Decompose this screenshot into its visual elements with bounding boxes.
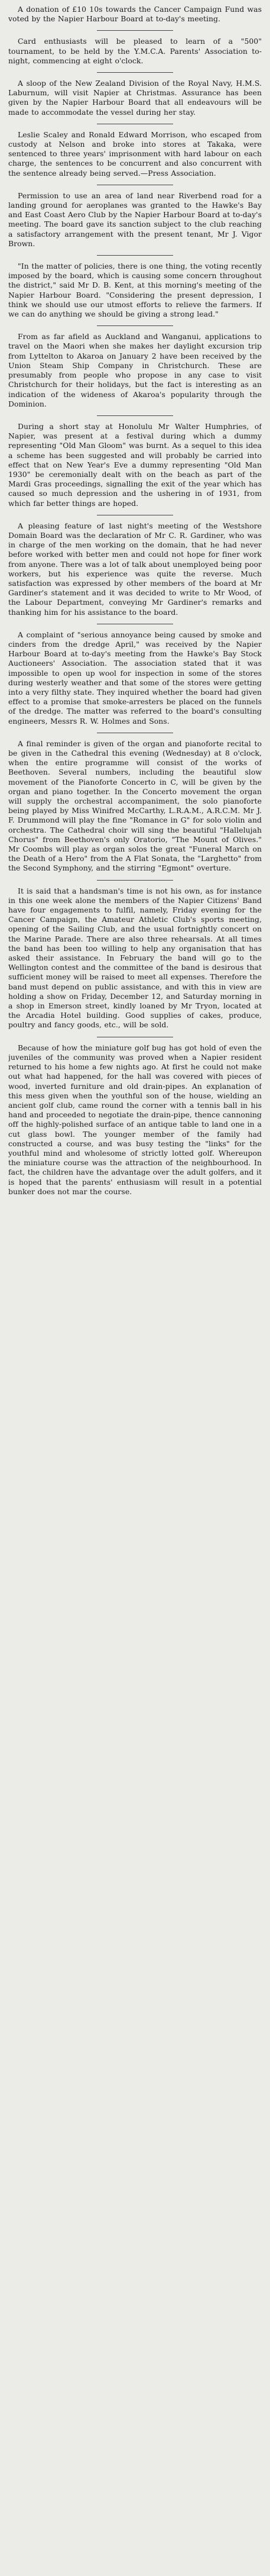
column-divider xyxy=(97,880,173,881)
news-item: Leslie Scaley and Ronald Edward Morrison, who escaped from custody at Nelson and broke into stores at Takaka, were sentenced to three years' imprisonment with hard labour on each charge, the sentences to be concurrent and also concurrent with the sentence already being served.—Press Association. xyxy=(8,130,262,178)
news-column xyxy=(8,5,262,2576)
news-item: "In the matter of policies, there is one thing, the voting recently imposed by the board, which is causing some concern throughout the district," said Mr D. B. Kent, at this morning's meeting of the Napier Harbour Board. "Considering the present depression, I think we should use our utmost efforts to relieve the farmers. If we can do anything we should be giving a strong lead." xyxy=(8,262,262,319)
news-item: A final reminder is given of the organ and pianoforte recital to be given in the Cathedral this evening (Wednesday) at 8 o'clock, when the entire programme will consist of the works of Beethoven. Several numbers, including the beautiful slow movement of the Pianoforte Concerto in C, will be given by the organ and piano together. In the Concerto movement the organ will supply the orchestral accompaniment, the solo pianoforte being played by Miss Winifred McCarthy, L.R.A.M., A.R.C.M. Mr J. F. Drummond will play the fine "Romance in G" for solo violin and orchestra. The Cathedral choir will sing the beautiful "Hallelujah Chorus" from Beethoven's only Oratorio, "The Mount of Olives." Mr Coombs will play as organ solos the great "Funeral March on the Death of a Hero" from the A Flat Sonata, the "Larghetto" from the Second Symphony, and the stirring "Egmont" overture. xyxy=(8,739,262,873)
news-item: A sloop of the New Zealand Division of the Royal Navy, H.M.S. Laburnum, will visit Napier at Christmas. Assurance has been given by the Napier Harbour Board that all endeavours will be made to accommodate the vessel during her stay. xyxy=(8,79,262,117)
news-item: From as far afield as Auckland and Wanganui, applications to travel on the Maori when she makes her daylight excursion trip from Lyttelton to Akaroa on January 2 have been received by the Union Steam Ship Company in Christchurch. These are presumably from people who propose in any case to visit Christchurch for their holidays, but the fact is interesting as an indication of the wideness of Akaroa's popularity through the Dominion. xyxy=(8,332,262,408)
column-divider xyxy=(97,415,173,416)
news-item: A donation of £10 10s towards the Cancer Campaign Fund was voted by the Napier Harbour Board at to-day's meeting. xyxy=(8,5,262,24)
news-item: It is said that a handsman's time is not his own, as for instance in this one week alone the members of the Napier Citizens' Band have four engagements to fulfil, namely, Friday evening for the Cancer Campaign, the Amateur Athletic Club's sports meeting, opening of the Sailing Club, and the usual fortnightly concert on the Marine Parade. There are also three rehearsals. At all times the band has been too willing to help any organisation that has asked their assistance. In February the band will go to the Wellington contest and the committee of the band is desirous that sufficient money will be raised to meet all expenses. Therefore the band must depend on public assistance, and with this in view are holding a show on Friday, December 12, and Saturday morning in a shop in Emerson street, kindly loaned by Mr Tryon, located at the Arcadia Hotel building. Good supplies of cakes, produce, poultry and fancy goods, etc., will be sold. xyxy=(8,886,262,1030)
news-item: During a short stay at Honolulu Mr Walter Humphries, of Napier, was present at a festival during which a dummy representing "Old Man Gloom" was burnt. As a sequel to this idea a scheme has been suggested and will probably be carried into effect that on New Year's Eve a dummy representing "Old Man 1930" be ceremonially dealt with on the beach as part of the Mardi Gras proceedings, signalling the exit of the year which has caused so much depression and the ushering in of 1931, from which far better things are hoped. xyxy=(8,421,262,508)
news-item: A pleasing feature of last night's meeting of the Westshore Domain Board was the declaration of Mr C. R. Gardiner, who was in charge of the men working on the domain, that he had never before worked with better men and could not hope for finer work from anyone. There was a lot of talk about unemployed being poor workers, but his experience was quite the reverse. Much satisfaction was expressed by other members of the board at Mr Gardiner's statement and it was decided to write to Mr Wood, of the Labour Department, conveying Mr Gardiner's remarks and thanking him for his assistance to the board. xyxy=(8,521,262,617)
column-divider xyxy=(97,325,173,326)
news-item: Because of how the miniature golf bug has got hold of even the juveniles of the community was proved when a Napier resident returned to his home a few nights ago. At first he could not make out what had happened, for the hall was covered with pieces of wood, inverted furniture and old drain-pipes. An explanation of this mess given when the youthful son of the house, wielding an ancient golf club, came round the corner with a tennis ball in his hand and proceeded to negotiate the drain-pipe, thence cannoning off the highly-polished surface of an antique table to land one in a cut glass bowl. The younger member of the family had constructed a course, and was busy testing the "links" for the youthful mind and wholesome of strictly lotted golf. Whereupon the miniature course was the attraction of the neighbourhood. In fact, the children have the advantage over the adult golfers, and it is hoped that the parents' enthusiasm will result in a potential bunker does not mar the course. xyxy=(8,1043,262,1196)
column-divider xyxy=(97,255,173,256)
column-divider xyxy=(97,72,173,73)
news-item: Permission to use an area of land near Riverbend road for a landing ground for aeroplanes was granted to the Hawke's Bay and East Coast Aero Club by the Napier Harbour Board at to-day's meeting. The board gave its sanction subject to the club reaching a satisfactory arrangement with the present tenant, Mr J. Vigor Brown. xyxy=(8,191,262,248)
news-item: Card enthusiasts will be pleased to learn of a "500" tournament, to be held by the Y.M.C.A. Parents' Association to-night, commencing at eight o'clock. xyxy=(8,37,262,65)
column-divider xyxy=(97,30,173,31)
news-item: A complaint of "serious annoyance being caused by smoke and cinders from the dredge April," was received by the Napier Harbour Board at to-day's meeting from the Hawke's Bay Stock Auctioneers' Association. The association stated that it was impossible to open up wool for inspection in some of the stores during westerly weather and that some of the stores were getting into a very filthy state. They inquired whether the board had given effect to a promise that smoke-arresters be placed on the funnels of the dredge. The matter was referred to the board's consulting engineers, Messrs R. W. Holmes and Sons. xyxy=(8,630,262,726)
